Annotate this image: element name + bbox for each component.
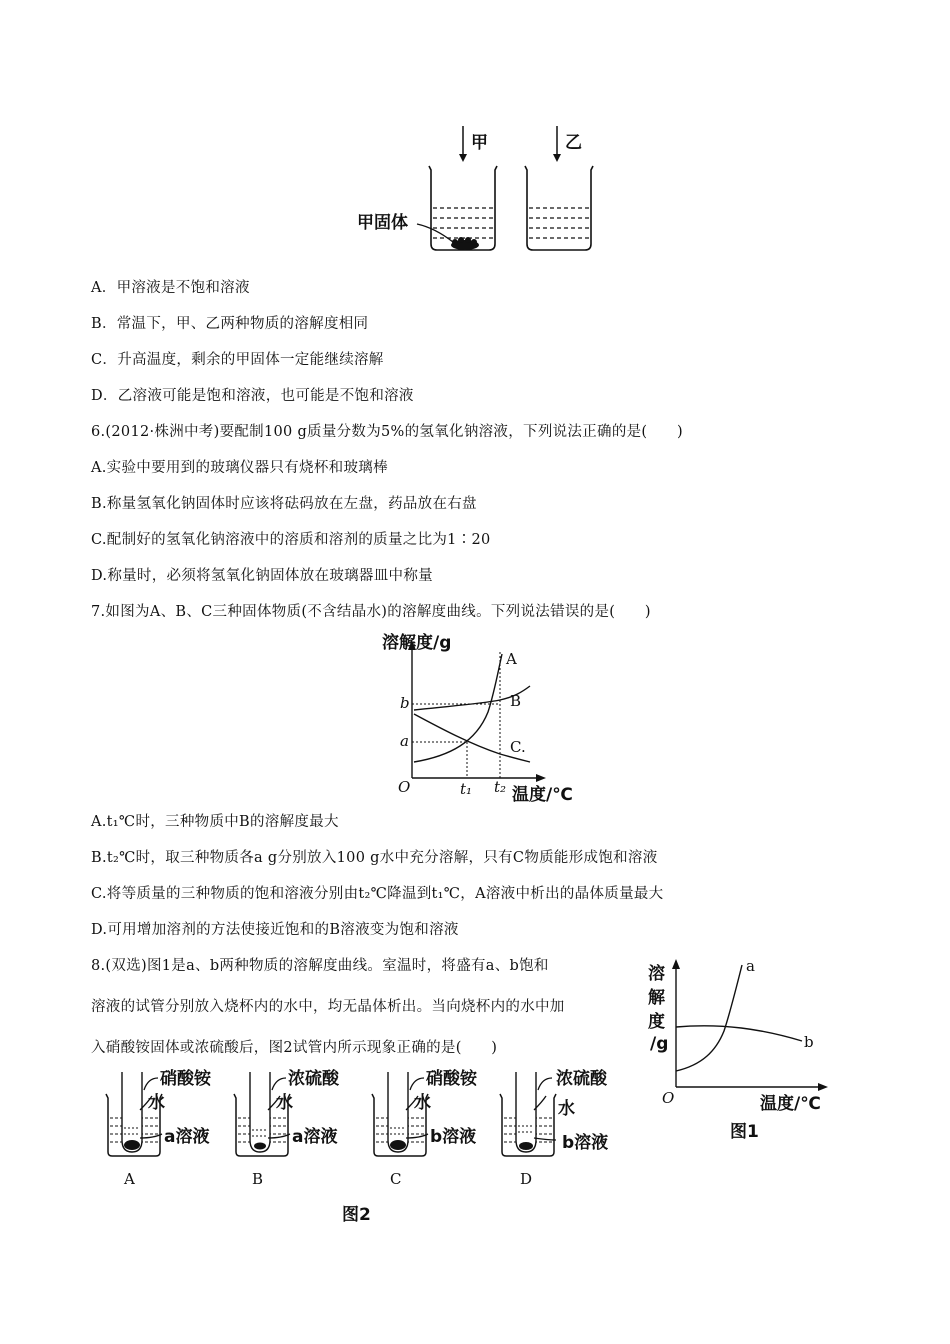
fig1-xlabel: 温度/℃ — [760, 1094, 821, 1114]
q7-xtick-t2: t₂ — [494, 778, 507, 796]
q7-series-b-label: B — [510, 692, 522, 710]
fig1-origin: O — [662, 1089, 675, 1107]
fig2-caption: 图2 — [342, 1205, 371, 1225]
fig2-d-reagent: 浓硫酸 — [556, 1069, 607, 1089]
q7-xlabel: 温度/℃ — [512, 785, 573, 805]
fig1-ylabel-4: /g — [650, 1034, 669, 1054]
q7-option-a: A.t₁℃时，三种物质中B的溶解度最大 — [91, 814, 339, 830]
q7-option-b: B.t₂℃时，取三种物质各a g分别放入100 g水中充分溶解，只有C物质能形成饱和溶液 — [91, 850, 658, 866]
beaker-figure — [355, 120, 615, 260]
q8-stem-line-3: 入硝酸铵固体或浓硫酸后，图2试管内所示现象正确的是( ) — [91, 1040, 498, 1056]
fig1-caption: 图1 — [730, 1122, 759, 1142]
fig2-b-reagent: 浓硫酸 — [288, 1069, 339, 1089]
fig2-b-solution: a溶液 — [292, 1127, 338, 1147]
q7-ytick-b: b — [400, 694, 410, 712]
fig1-curve-a — [676, 965, 742, 1071]
q7-xtick-t1: t₁ — [460, 780, 473, 798]
fig1-curve-b — [676, 1026, 802, 1041]
fig2-c-water: 水 — [414, 1093, 431, 1113]
fig2-c-letter: C — [390, 1170, 402, 1188]
fig2-beaker-d — [500, 1072, 556, 1156]
fig1-ylabel-1: 溶 — [648, 964, 665, 984]
label-yi: 乙 — [565, 133, 582, 153]
fig2-a-water: 水 — [148, 1093, 165, 1113]
solubility-chart-q7 — [380, 632, 590, 804]
q7-ytick-a: a — [400, 732, 409, 750]
q6-option-c: C.配制好的氢氧化钠溶液中的溶质和溶剂的质量之比为1∶20 — [91, 532, 491, 548]
fig2-b-water: 水 — [276, 1093, 293, 1113]
q6-stem: 6.(2012·株洲中考)要配制100 g质量分数为5%的氢氧化钠溶液，下列说法正确的是( ) — [91, 424, 683, 440]
fig2-beaker-b — [234, 1072, 290, 1156]
q5-option-c: C．升高温度，剩余的甲固体一定能继续溶解 — [91, 352, 384, 368]
q7-stem: 7.如图为A、B、C三种固体物质(不含结晶水)的溶解度曲线。下列说法错误的是( ) — [91, 604, 651, 620]
q5-option-a: A．甲溶液是不饱和溶液 — [91, 280, 250, 296]
q7-option-d: D.可用增加溶剂的方法使接近饱和的B溶液变为饱和溶液 — [91, 922, 459, 938]
fig1-curve-b-label: b — [804, 1033, 814, 1051]
q8-stem-line-2: 溶液的试管分别放入烧杯内的水中，均无晶体析出。当向烧杯内的水中加 — [91, 999, 565, 1015]
q7-option-c: C.将等质量的三种物质的饱和溶液分别由t₂℃降温到t₁℃，A溶液中析出的晶体质量最大 — [91, 886, 664, 902]
fig2-beaker-c — [372, 1072, 428, 1156]
fig2-d-letter: D — [520, 1170, 533, 1188]
q7-series-a-label: A — [506, 650, 517, 668]
solubility-chart-fig1 — [642, 955, 842, 1145]
q6-option-a: A.实验中要用到的玻璃仪器只有烧杯和玻璃棒 — [91, 460, 388, 476]
q6-option-b: B.称量氢氧化钠固体时应该将砝码放在左盘，药品放在右盘 — [91, 496, 477, 512]
fig2-a-solution: a溶液 — [164, 1127, 210, 1147]
fig2-d-water: 水 — [558, 1099, 575, 1119]
q7-series-c-label: C. — [510, 738, 526, 756]
beaker-yi — [525, 166, 593, 250]
fig1-ylabel-3: 度 — [648, 1012, 665, 1032]
q8-stem-line-1: 8.(双选)图1是a、b两种物质的溶解度曲线。室温时，将盛有a、b饱和 — [91, 958, 549, 974]
fig2-a-reagent: 硝酸铵 — [160, 1069, 211, 1089]
q7-ylabel: 溶解度/g — [382, 633, 452, 653]
q6-option-d: D.称量时，必须将氢氧化钠固体放在玻璃器皿中称量 — [91, 568, 433, 584]
fig2-c-reagent: 硝酸铵 — [426, 1069, 477, 1089]
beaker-jia — [417, 166, 497, 250]
fig1-curve-a-label: a — [746, 957, 755, 975]
fig2-b-letter: B — [252, 1170, 264, 1188]
fig2-c-solution: b溶液 — [430, 1127, 477, 1147]
q5-option-d: D．乙溶液可能是饱和溶液，也可能是不饱和溶液 — [91, 388, 414, 404]
fig2-beaker-a — [106, 1072, 162, 1156]
q7-origin: O — [398, 778, 411, 796]
beaker-set-fig2 — [100, 1068, 620, 1228]
fig2-a-letter: A — [124, 1170, 135, 1188]
fig1-ylabel-2: 解 — [648, 988, 665, 1008]
fig2-d-solution: b溶液 — [562, 1133, 609, 1153]
q5-option-b: B．常温下，甲、乙两种物质的溶解度相同 — [91, 316, 369, 332]
label-jia-solid: 甲固体 — [357, 213, 408, 233]
label-jia: 甲 — [471, 133, 488, 153]
